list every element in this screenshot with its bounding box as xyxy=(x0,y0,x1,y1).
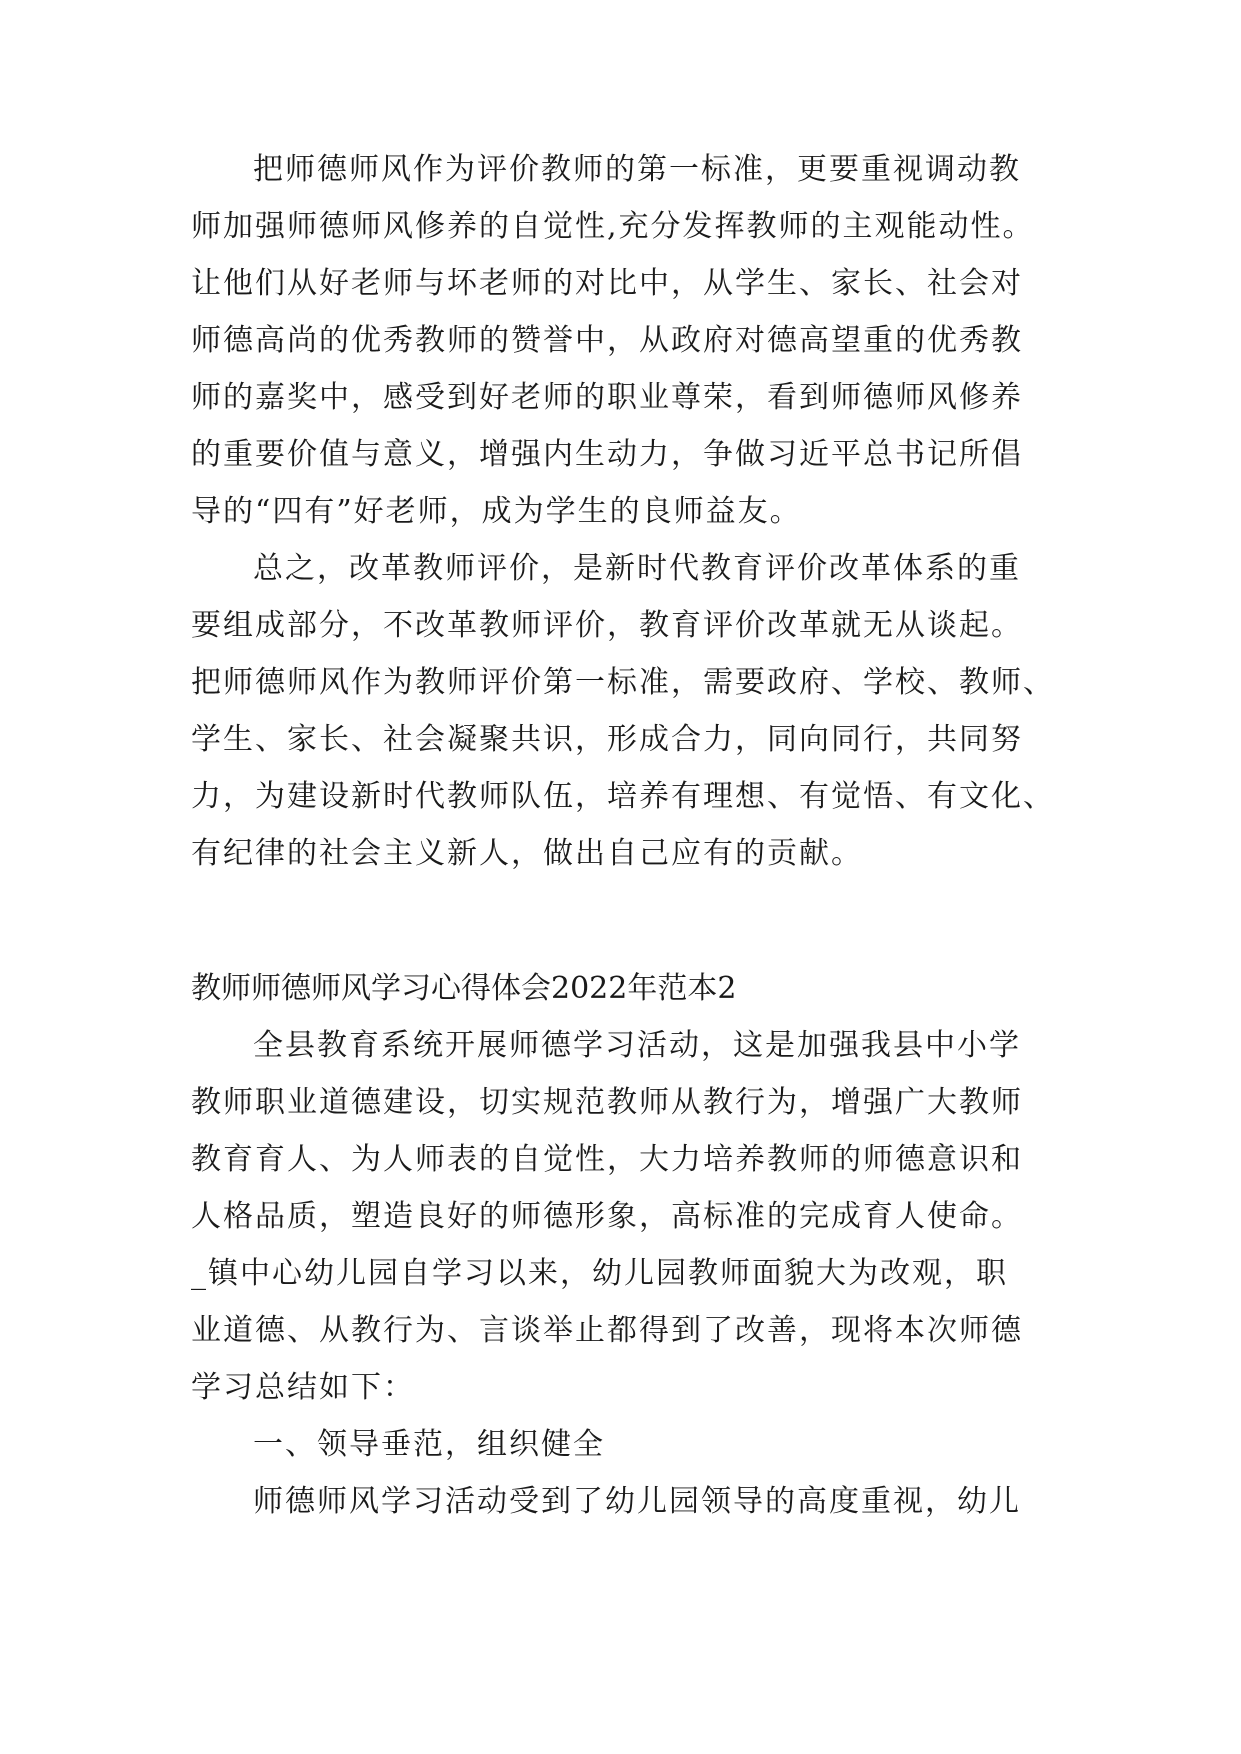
paragraph-line: 师德师风学习活动受到了幼儿园领导的高度重视，幼儿 xyxy=(253,1484,1021,1519)
paragraph-line: 把师德师风作为评价教师的第一标准，更要重视调动教 xyxy=(253,152,1021,187)
paragraph-line: 人格品质，塑造良好的师德形象，高标准的完成育人使命。 xyxy=(191,1199,1023,1234)
paragraph-line: 让他们从好老师与坏老师的对比中，从学生、家长、社会对 xyxy=(191,266,1023,301)
paragraph-line: 力，为建设新时代教师队伍，培养有理想、有觉悟、有文化、 xyxy=(191,779,1055,814)
paragraph-line: 要组成部分，不改革教师评价，教育评价改革就无从谈起。 xyxy=(191,608,1023,643)
paragraph-line: 学习总结如下： xyxy=(191,1370,415,1405)
paragraph-line: 业道德、从教行为、言谈举止都得到了改善，现将本次师德 xyxy=(191,1313,1023,1348)
paragraph-line: _镇中心幼儿园自学习以来，幼儿园教师面貌大为改观，职 xyxy=(191,1256,1008,1291)
paragraph-line: 学生、家长、社会凝聚共识，形成合力，同向同行，共同努 xyxy=(191,722,1023,757)
section-title: 教师师德师风学习心得体会2022年范本2 xyxy=(191,971,737,1006)
paragraph-line: 全县教育系统开展师德学习活动，这是加强我县中小学 xyxy=(253,1028,1021,1063)
paragraph-line: 教师职业道德建设，切实规范教师从教行为，增强广大教师 xyxy=(191,1085,1023,1120)
paragraph-line: 导的“四有”好老师，成为学生的良师益友。 xyxy=(191,494,802,529)
paragraph-line: 有纪律的社会主义新人，做出自己应有的贡献。 xyxy=(191,836,863,871)
paragraph-line: 师的嘉奖中，感受到好老师的职业尊荣，看到师德师风修养 xyxy=(191,380,1023,415)
paragraph-line: 的重要价值与意义，增强内生动力，争做习近平总书记所倡 xyxy=(191,437,1023,472)
paragraph-line: 总之，改革教师评价，是新时代教育评价改革体系的重 xyxy=(253,551,1021,586)
subsection-title: 一、领导垂范，组织健全 xyxy=(253,1427,605,1462)
paragraph-line: 教育育人、为人师表的自觉性，大力培养教师的师德意识和 xyxy=(191,1142,1023,1177)
paragraph-line: 师加强师德师风修养的自觉性,充分发挥教师的主观能动性。 xyxy=(191,209,1035,244)
paragraph-line: 师德高尚的优秀教师的赞誉中，从政府对德高望重的优秀教 xyxy=(191,323,1023,358)
paragraph-line: 把师德师风作为教师评价第一标准，需要政府、学校、教师、 xyxy=(191,665,1055,700)
